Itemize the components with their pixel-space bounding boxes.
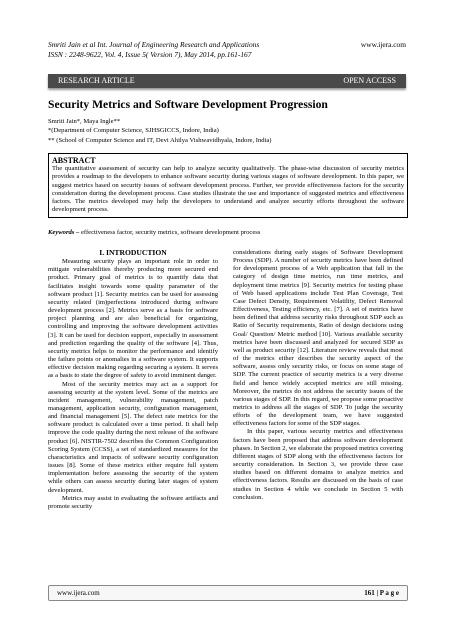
keywords-label: Keywords – <box>48 229 80 236</box>
running-header <box>48 40 406 60</box>
issn-line: ISSN : 2248-9622, Vol. 4, Issue 5( Version 7), May 2014, pp.161-167 <box>48 50 252 59</box>
header-site-link[interactable]: www.ijera.com <box>360 40 406 49</box>
right-column <box>233 249 403 502</box>
open-access-label: OPEN ACCESS <box>343 76 396 85</box>
author-block <box>48 117 406 145</box>
footer-site-link[interactable]: www.ijera.com <box>57 589 100 597</box>
page-number: 161 | P a g e <box>364 589 399 597</box>
paper-title: Security Metrics and Software Development Progression <box>48 98 328 111</box>
affiliation-1: *(Department of Computer Science, SJHSGICCS, Indore, India) <box>48 127 219 135</box>
intro-paragraph-3: Metrics may assist in evaluating the software artifacts and promote security <box>48 494 218 510</box>
research-article-label: RESEARCH ARTICLE <box>58 76 135 85</box>
keywords <box>48 229 406 236</box>
journal-citation: Smriti Jain et al Int. Journal of Engineering Research and Applications <box>48 40 260 49</box>
section-heading-introduction: I. INTRODUCTION <box>99 248 167 257</box>
left-column <box>48 249 218 511</box>
keywords-text: effectiveness factor, security metrics, software development process <box>79 229 261 236</box>
abstract-text: The quantitative assessment of security can help to analyze security qualitatively. The phase-wise discussion of security metrics provides a roadmap to the developers to enhance software security during various stages of software development. In this paper, we suggest metrics based on security issues of software development process. Further, we provide effectiveness factors for the security consideration during the development process. Case studies illustrate the use and importance of suggested metrics and effectiveness factors. The metrics developed may help the developers to understand and analyze security efforts throughout the software development process. <box>52 165 404 214</box>
author-names: Smriti Jain*, Maya Ingle** <box>48 118 121 125</box>
intro-paragraph-2: Most of the security metrics may act as a support for assessing security at the system level. Some of the metrics are incident management, vulnerability management, patch management, application security, configuration management, and financial management [5]. The defect rate metrics for the software product is calculated over a time period. It shall help improve the code quality during the next release of the software product [6]. NISTIR-7502 describes the Common Configuration Scoring System (CCSS), a set of standardized measures for the characteristics and impacts of software security configuration issues [8]. Some of these metrics either require full system implementation before assessing the security of the system while others can assess security during later stages of system development. <box>48 380 218 494</box>
article-type-banner <box>48 74 406 88</box>
intro-paragraph-4: considerations during early stages of Software Development Process (SDP). A number of security metrics have been defined for development process of a Web application that fall in the category of design time metrics, run time metrics, and deployment time metrics [9]. Security metrics for testing phase of Web based applications include Test Plan Coverage, Test Case Defect Density, Requirement Volatility, Defect Removal Effectiveness, Testing efficiency, etc. [7]. A set of metrics have been defined that address security risks throughout SDP such as Ratio of Security requirements, Ratio of design decisions using Goal/ Question/ Metric method [10]. Various available security metrics have been discussed and analyzed for secured SDP as well as product security [12]. Literature review reveals that most of the metrics either describes the security aspect of the software, assess only security risks, or focus on some stage of SDP. The current practice of security metrics is a very diverse field and hence widely accepted metrics are still missing. Moreover, the metrics do not address the security issues of the various stages of SDP. In this regard, we propose some proactive metrics to address all the stages of SDP. To judge the security efforts of the development team, we have suggested effectiveness factors for some of the SDP stages. <box>233 249 403 428</box>
intro-paragraph-5: In this paper, various security metrics and effectiveness factors have been proposed that address software development phases. In Section 2, we elaborate the proposed metrics covering different stages of SDP along with the effectiveness factors for security consideration. In Section 3, we provide three case studies based on different domains to analyze metrics and effectiveness factors. Results are discussed on the basis of case studies in Section 4 while we conclude in Section 5 with conclusion. <box>233 428 403 501</box>
page-footer <box>48 585 408 601</box>
abstract-box <box>48 153 408 218</box>
abstract-heading: ABSTRACT <box>52 156 96 165</box>
intro-paragraph-1: Measuring security plays an important role in order to mitigate vulnerabilities thereby producing more secured end product. Primary goal of metrics is to quantify data that facilitates insight towards some quality parameter of the software product [1]. Security metrics can be used for assessing security related (im)perfections introduced during software development process [2]. Metrics serve as a basis for software project planning and are also beneficial for organizing, controlling and improving the software development activities [3]. It can be used for decision support, especially in assessment and prediction regarding the quality of the software [4]. Thus, security metrics helps to monitor the performance and identify the failure points or anomalies in a software system. It supports effective decision making regarding securing a system. It serves as a basis to state the degree of safety to avoid imminent danger. <box>48 258 218 380</box>
affiliation-2: ** (School of Computer Science and IT, Devi Ahilya Vishwavidhyala, Indore, India) <box>48 136 272 144</box>
